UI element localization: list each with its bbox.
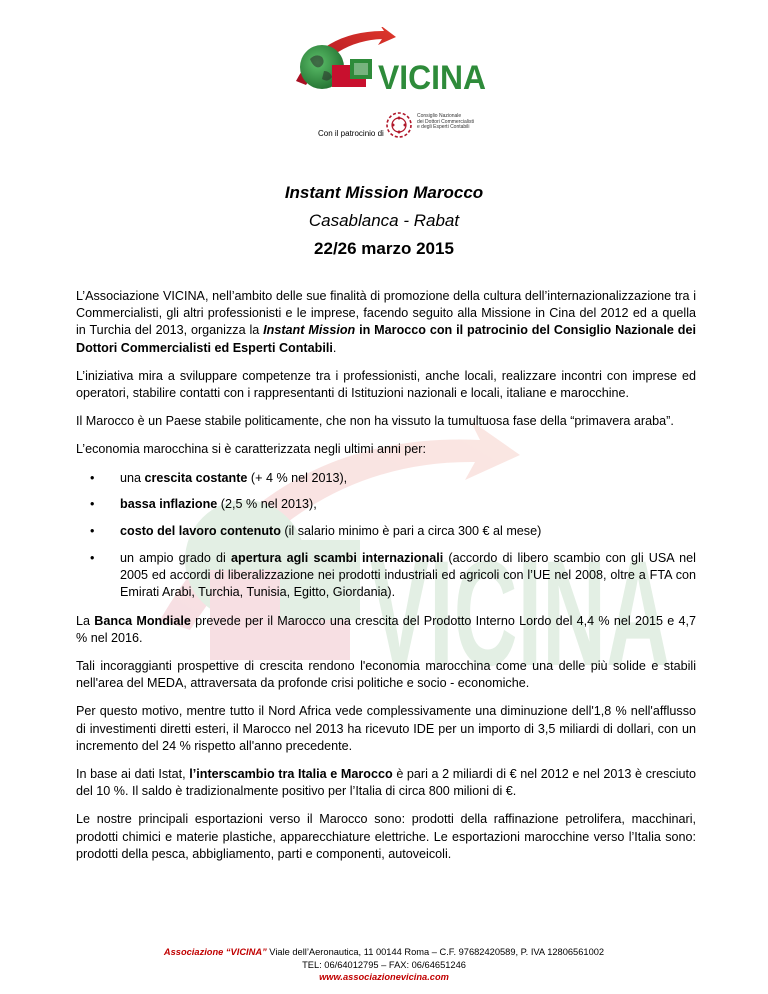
patronage [318, 110, 478, 144]
intro-text: L’Associazione VICINA, nell’ambito delle sue finalità di promozione della cultura dell’internazionalizzazione tra i Commercialisti, gli altri professionisti e le imprese, facendo seguito alla Missione in Cina del 2012 ed a quella in Turchia del 2013, organizza la [76, 289, 696, 338]
item-text: (il salario minimo è pari a circa 300 € al mese) [280, 524, 542, 539]
title-block [0, 182, 768, 260]
page-footer [0, 946, 768, 984]
intro-paragraph [76, 288, 696, 357]
cndcec-name [417, 114, 487, 131]
exports-paragraph: Le nostre principali esportazioni verso il Marocco sono: prodotti della raffinazione petrolifera, macchinari, prodotti chimici e materie plastiche, apparecchiature elettriche. Le esportazioni marocchine verso l’Italia sono: prodotti della pesca, abbigliamento, parti e componenti, autoveicoli. [76, 812, 696, 861]
vicina-logo [292, 27, 488, 99]
list-item [90, 550, 696, 602]
trade-paragraph [76, 766, 696, 800]
item-text: (+ 4 % nel 2013), [247, 470, 348, 485]
item-text: un ampio grado di [120, 551, 232, 566]
item-text: una [120, 470, 145, 485]
prospects-paragraph: Tali incoraggianti prospettive di crescita rendono l'economia marocchina come una delle più solide e stabili nell'area del MEDA, attraversata da profonde crisi politiche e socio - economiche. [76, 659, 696, 691]
cndcec-seal-icon [384, 110, 414, 140]
list-item [90, 470, 696, 487]
document-body [76, 288, 696, 874]
item-bold: apertura agli scambi internazionali [231, 551, 444, 566]
economy-list [76, 470, 696, 602]
trade-bold: l’interscambio tra Italia e Marocco [189, 767, 393, 782]
event-dates: 22/26 marzo 2015 [314, 239, 454, 258]
cndcec-line: dei Dottori Commercialisti [417, 118, 474, 125]
stability-paragraph: Il Marocco è un Paese stabile politicamente, che non ha vissuto la tumultuosa fase della “primavera araba”. [76, 414, 674, 429]
bank-text: prevede per il Marocco una crescita del Prodotto Interno Lordo del 4,4 % nel 2015 e 4,7 % nel 2016. [76, 613, 696, 645]
fdi-paragraph: Per questo motivo, mentre tutto il Nord Africa vede complessivamente una diminuzione dell'1,8 % nell'afflusso di investimenti diretti esteri, il Marocco nel 2013 ha ricevuto IDE per un importo di 3,5 miliardi di dollari, con un incremento del 24 % rispetto all'anno precedente. [76, 704, 696, 753]
world-bank-paragraph [76, 613, 696, 647]
svg-text:VICINA: VICINA [370, 529, 670, 680]
trade-text: In base ai dati Istat, [76, 767, 190, 782]
bullet-icon: • [90, 497, 95, 512]
patronage-text: Con il patrocinio di [318, 129, 384, 138]
item-bold: bassa inflazione [120, 497, 218, 512]
cndcec-line: e degli Esperti Contabili [417, 124, 470, 130]
cndcec-line: Consiglio Nazionale [417, 113, 462, 119]
trade-text: è pari a 2 miliardi di € nel 2012 e nel 2013 è cresciuto del 10 %. Il saldo è tradizionalmente positivo per l’Italia di circa 800 milioni di €. [76, 767, 696, 799]
footer-association: Associazione “VICINA” [163, 947, 267, 957]
bank-text: La [76, 613, 95, 628]
footer-phone: TEL: 06/64012795 – FAX: 06/64651246 [302, 959, 466, 970]
list-item [90, 496, 696, 513]
item-text: (2,5 % nel 2013), [217, 497, 317, 512]
intro-end: . [332, 340, 337, 355]
document-title: Instant Mission Marocco [284, 183, 484, 202]
footer-website-link[interactable]: www.associazionevicina.com [319, 972, 449, 982]
intro-mission: Instant Mission [263, 323, 356, 338]
item-bold: crescita costante [144, 470, 248, 485]
economy-intro: L’economia marocchina si è caratterizzata negli ultimi anni per: [76, 442, 426, 457]
intro-patronage: in Marocco con il patrocinio del Consiglio Nazionale dei Dottori Commercialisti ed Esperti Contabili [76, 323, 696, 355]
document-subtitle: Casablanca - Rabat [308, 211, 460, 230]
bullet-icon: • [90, 470, 95, 485]
initiative-paragraph: L’iniziativa mira a sviluppare competenze tra i professionisti, anche locali, realizzare incontri con imprese ed operatori, stabilire contatti con i rappresentanti di Istituzioni nazionali e locali, italiane e marocchine. [76, 368, 696, 401]
logo-wordmark: VICINA [378, 59, 486, 97]
bank-name: Banca Mondiale [94, 613, 191, 628]
list-item [90, 523, 696, 540]
item-bold: costo del lavoro contenuto [120, 524, 281, 539]
footer-address: Viale dell’Aeronautica, 11 00144 Roma – C.F. 97682420589, P. IVA 12806561002 [266, 947, 605, 957]
item-text: (accordo di libero scambio con gli USA nel 2005 ed accordi di liberalizzazione nei prodotti industriali ed agricoli con l’UE nel 2008, oltre a FTA con Emirati Arabi, Turchia, Tunisia, Egitto, Giordania). [120, 551, 696, 600]
footer-address-line [0, 946, 768, 959]
bullet-icon: • [90, 524, 95, 539]
bullet-icon: • [90, 551, 95, 566]
